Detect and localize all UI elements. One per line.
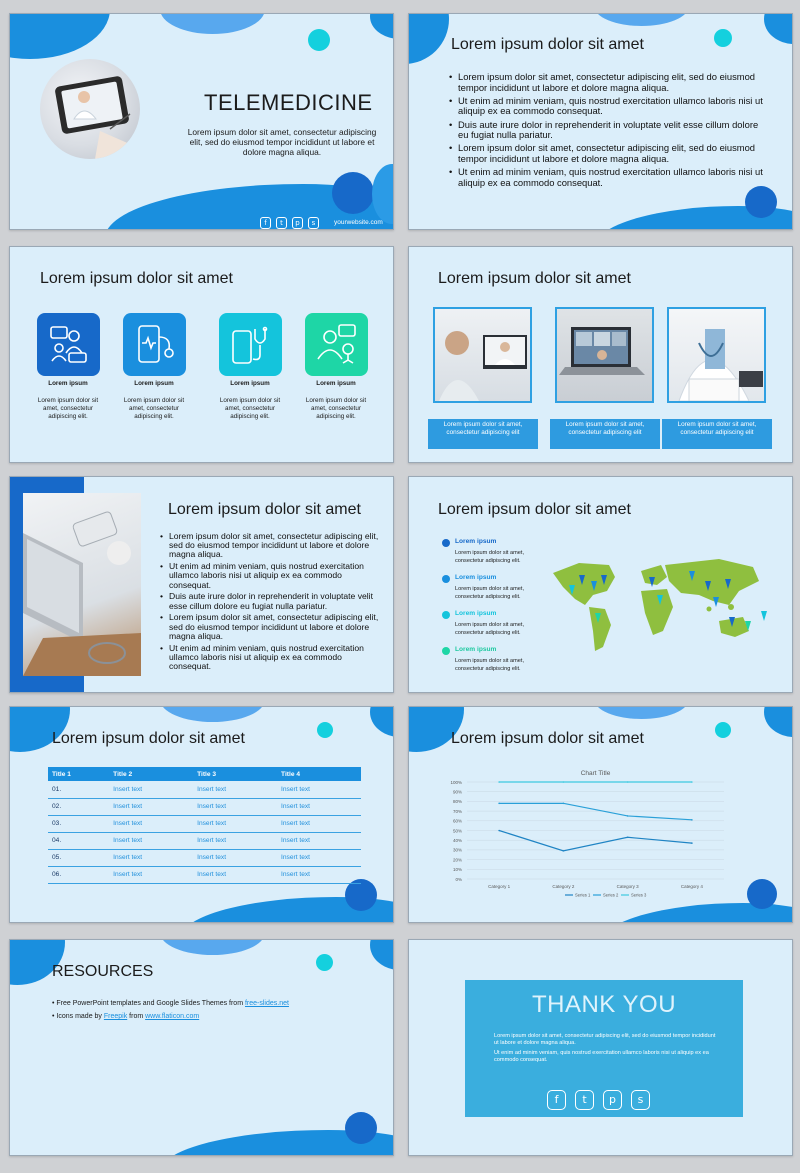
bullet-item: • Ut enim ad minim veniam, quis nostrud exercitation ullamco laboris nisi ut aliquip ex ea commodo consequat.	[449, 96, 764, 117]
legend-label: Series 3	[631, 892, 647, 898]
x-tick-label: Category 3	[616, 884, 639, 889]
skype-icon[interactable]: s	[631, 1090, 650, 1110]
table-row	[48, 781, 361, 798]
x-tick-label: Category 1	[488, 884, 511, 889]
table-header: Title 2	[109, 767, 193, 781]
x-tick-label: Category 2	[552, 884, 575, 889]
laptop-pills-photo	[23, 493, 141, 676]
table-cell: 05.	[48, 849, 109, 866]
page-title: TELEMEDICINE	[204, 90, 373, 115]
slide-title: RESOURCES	[52, 963, 154, 980]
decor-blob	[370, 706, 394, 737]
legend-text: Lorem ipsum dolor sit amet, consectetur adipiscing elit.	[455, 658, 525, 672]
twitter-icon[interactable]: t	[575, 1090, 594, 1110]
phone-stethoscope-icon	[219, 313, 282, 376]
table-cell: 06.	[48, 866, 109, 883]
legend-dot	[442, 611, 450, 619]
chart-title: Chart Title	[580, 770, 611, 777]
table-row	[48, 849, 361, 866]
table-cell: 03.	[48, 815, 109, 832]
skype-icon[interactable]: s	[308, 217, 319, 229]
y-tick-label: 20%	[452, 857, 462, 863]
bullet-item: • Duis aute irure dolor in reprehenderit in voluptate velit esse cillum dolore eu fugiat nulla pariatur.	[160, 592, 382, 610]
data-point	[691, 781, 693, 783]
slide-5-image-bullets[interactable]	[9, 476, 394, 693]
y-tick-label: 30%	[452, 847, 462, 853]
website-link[interactable]: yourwebsite.com	[334, 219, 383, 226]
data-table	[48, 767, 361, 884]
feature-text: Lorem ipsum dolor sit amet, consectetur adipiscing elit.	[219, 397, 281, 420]
decor-blob	[160, 13, 265, 34]
slide-7-table[interactable]	[9, 706, 394, 923]
decor-dot	[345, 1112, 377, 1144]
laptop-video-photo	[555, 307, 654, 403]
free-slides-link[interactable]: free-slides.net	[244, 1000, 289, 1007]
bullet-item: • Lorem ipsum dolor sit amet, consectetur adipiscing elit, sed do eiusmod tempor incididunt ut labore et dolore magna aliqua.	[160, 532, 382, 560]
slide-10-thank-you[interactable]	[408, 939, 793, 1156]
table-header: Title 3	[193, 767, 277, 781]
world-map	[549, 551, 769, 661]
thank-you-text: Ut enim ad minim veniam, quis nostrud exercitation ullamco laboris nisi ut aliquip ex ea commodo consequat.	[494, 1050, 709, 1063]
table-cell: Insert text	[109, 849, 193, 866]
table-row	[48, 832, 361, 849]
resource-text: from	[127, 1013, 146, 1020]
video-call-photo	[433, 307, 532, 403]
slide-title: Lorem ipsum dolor sit amet	[168, 501, 361, 518]
table-cell: Insert text	[193, 866, 277, 883]
table-cell: 02.	[48, 798, 109, 815]
bullet-item: • Duis aute irure dolor in reprehenderit in voluptate velit esse cillum dolore eu fugiat nulla pariatur.	[449, 120, 764, 141]
table-row	[48, 815, 361, 832]
data-point	[563, 781, 565, 783]
doctor-chat-icon	[305, 313, 368, 376]
legend-label: Series 1	[575, 892, 591, 898]
data-point	[627, 815, 629, 817]
legend-heading: Lorem ipsum	[455, 610, 497, 617]
legend-heading: Lorem ipsum	[455, 646, 497, 653]
decor-dot	[317, 722, 333, 738]
slide-4-photos[interactable]	[408, 246, 793, 463]
table-header: Title 4	[277, 767, 361, 781]
data-point	[627, 836, 629, 838]
legend-text: Lorem ipsum dolor sit amet, consectetur adipiscing elit.	[455, 586, 525, 600]
legend-text: Lorem ipsum dolor sit amet, consectetur adipiscing elit.	[455, 622, 525, 636]
feature-label: Lorem ipsum	[48, 380, 88, 387]
feature-label: Lorem ipsum	[134, 380, 174, 387]
thank-you-title: THANK YOU	[531, 991, 677, 1018]
resource-text: Icons made by	[56, 1013, 104, 1020]
feature-label: Lorem ipsum	[230, 380, 270, 387]
phone-heartbeat-icon	[123, 313, 186, 376]
decor-blob	[160, 939, 265, 955]
chat-users-icon	[37, 313, 100, 376]
table-cell: Insert text	[193, 781, 277, 798]
decor-dot	[345, 879, 377, 911]
doctor-writing-photo	[667, 307, 766, 403]
twitter-icon[interactable]: t	[276, 217, 287, 229]
table-cell: Insert text	[277, 832, 361, 849]
table-header-row	[48, 767, 361, 781]
bullet-item: • Ut enim ad minim veniam, quis nostrud exercitation ullamco laboris nisi ut aliquip ex ea commodo consequat.	[160, 644, 382, 672]
slide-title: Lorem ipsum dolor sit amet	[451, 36, 644, 53]
data-point	[563, 803, 565, 805]
table-header: Title 1	[48, 767, 109, 781]
slide-2-bullets[interactable]	[408, 13, 793, 230]
y-tick-label: 90%	[452, 789, 462, 795]
doctor-tablet-photo	[40, 59, 140, 159]
bullet-item: • Lorem ipsum dolor sit amet, consectetur adipiscing elit, sed do eiusmod tempor incididunt ut labore et dolore magna aliqua.	[160, 613, 382, 641]
decor-blob	[408, 13, 449, 64]
slide-title: Lorem ipsum dolor sit amet	[40, 270, 233, 287]
table-cell: Insert text	[193, 815, 277, 832]
slide-1-title[interactable]	[9, 13, 394, 230]
table-cell: Insert text	[109, 832, 193, 849]
decor-blob	[764, 13, 793, 44]
table-cell: Insert text	[109, 815, 193, 832]
decor-blob	[9, 13, 110, 59]
table-cell: Insert text	[193, 798, 277, 815]
slide-3-icons[interactable]	[9, 246, 394, 463]
slide-title: Lorem ipsum dolor sit amet	[438, 501, 631, 518]
y-tick-label: 70%	[452, 808, 462, 814]
table-cell: Insert text	[277, 781, 361, 798]
table-row	[48, 798, 361, 815]
bullet-item: • Ut enim ad minim veniam, quis nostrud exercitation ullamco laboris nisi ut aliquip ex ea commodo consequat.	[160, 562, 382, 590]
y-tick-label: 0%	[455, 876, 462, 882]
slide-title: Lorem ipsum dolor sit amet	[52, 730, 245, 747]
table-cell: 04.	[48, 832, 109, 849]
bullet-item: • Lorem ipsum dolor sit amet, consectetur adipiscing elit, sed do eiusmod tempor incididunt ut labore et dolore magna aliqua.	[449, 143, 764, 164]
legend-dot	[442, 575, 450, 583]
bullet-item: • Ut enim ad minim veniam, quis nostrud exercitation ullamco laboris nisi ut aliquip ex ea commodo consequat.	[449, 167, 764, 188]
legend-label: Series 2	[603, 892, 619, 898]
y-tick-label: 100%	[450, 779, 462, 785]
thank-you-text: Lorem ipsum dolor sit amet, consectetur adipiscing elit, sed do eiusmod tempor incididunt ut labore et dolore magna aliqua.	[494, 1033, 716, 1046]
decor-blob	[370, 939, 394, 970]
legend-heading: Lorem ipsum	[455, 538, 497, 545]
resource-item: • Icons made by Freepik from www.flaticon.com	[52, 1013, 200, 1020]
feature-label: Lorem ipsum	[316, 380, 356, 387]
thank-you-box	[465, 980, 743, 1117]
photo-caption: Lorem ipsum dolor sit amet, consectetur adipiscing elit	[662, 419, 772, 449]
social-icons	[547, 1090, 650, 1110]
data-point	[691, 842, 693, 844]
decor-blob	[370, 13, 394, 39]
freepik-link[interactable]: Freepik	[103, 1013, 128, 1020]
resource-text: Free PowerPoint templates and Google Slides Themes from	[56, 1000, 245, 1007]
y-tick-label: 60%	[452, 818, 462, 824]
decor-blob	[160, 706, 265, 722]
legend-dot	[442, 647, 450, 655]
x-tick-label: Category 4	[680, 884, 703, 889]
resource-item: • Free PowerPoint templates and Google Slides Themes from free-slides.net	[52, 1000, 289, 1007]
table-cell: Insert text	[193, 832, 277, 849]
data-point	[498, 803, 500, 805]
bullet-list	[160, 532, 382, 674]
table-cell: Insert text	[109, 781, 193, 798]
table-cell: Insert text	[277, 798, 361, 815]
decor-dot	[308, 29, 330, 51]
pinterest-icon[interactable]: p	[603, 1090, 622, 1110]
table-cell: Insert text	[109, 866, 193, 883]
y-tick-label: 50%	[452, 828, 462, 834]
table-cell: Insert text	[277, 866, 361, 883]
data-point	[627, 781, 629, 783]
feature-text: Lorem ipsum dolor sit amet, consectetur adipiscing elit.	[123, 397, 185, 420]
bullet-list	[449, 72, 764, 191]
data-point	[563, 850, 565, 852]
bullet-item: • Lorem ipsum dolor sit amet, consectetur adipiscing elit, sed do eiusmod tempor incididunt ut labore et dolore magna aliqua.	[449, 72, 764, 93]
table-row	[48, 866, 361, 883]
table-cell: Insert text	[277, 815, 361, 832]
legend-text: Lorem ipsum dolor sit amet, consectetur adipiscing elit.	[455, 550, 525, 564]
title-body-text: Lorem ipsum dolor sit amet, consectetur adipiscing elit, sed do eiusmod tempor incididunt ut labore et dolore magna aliqua.	[187, 127, 377, 157]
decor-blob	[594, 13, 689, 26]
slide-6-world-map[interactable]	[408, 476, 793, 693]
feature-text: Lorem ipsum dolor sit amet, consectetur adipiscing elit.	[305, 397, 367, 420]
y-tick-label: 10%	[452, 867, 462, 873]
decor-dot	[332, 172, 374, 214]
facebook-icon[interactable]: f	[547, 1090, 566, 1110]
data-point	[498, 830, 500, 832]
table-cell: Insert text	[277, 849, 361, 866]
legend-dot	[442, 539, 450, 547]
table-cell: 01.	[48, 781, 109, 798]
photo-caption: Lorem ipsum dolor sit amet, consectetur adipiscing elit	[550, 419, 660, 449]
series-line	[499, 803, 692, 819]
decor-dot	[316, 954, 333, 971]
y-tick-label: 80%	[452, 799, 462, 805]
legend-heading: Lorem ipsum	[455, 574, 497, 581]
slide-title: Lorem ipsum dolor sit amet	[438, 270, 631, 287]
slide-9-resources[interactable]	[9, 939, 394, 1156]
feature-text: Lorem ipsum dolor sit amet, consectetur adipiscing elit.	[37, 397, 99, 420]
series-line	[499, 831, 692, 851]
slide-title: Lorem ipsum dolor sit amet	[451, 730, 644, 747]
social-icons	[260, 217, 319, 229]
facebook-icon[interactable]: f	[260, 217, 271, 229]
flaticon-link[interactable]: www.flaticon.com	[145, 1013, 200, 1020]
y-tick-label: 40%	[452, 838, 462, 843]
table-cell: Insert text	[193, 849, 277, 866]
data-point	[498, 781, 500, 783]
line-chart	[409, 707, 793, 923]
slide-8-chart[interactable]	[408, 706, 793, 923]
photo-caption: Lorem ipsum dolor sit amet, consectetur adipiscing elit	[428, 419, 538, 449]
data-point	[691, 819, 693, 821]
decor-dot	[714, 29, 732, 47]
pinterest-icon[interactable]: p	[292, 217, 303, 229]
table-cell: Insert text	[109, 798, 193, 815]
resources-list	[52, 997, 289, 1023]
